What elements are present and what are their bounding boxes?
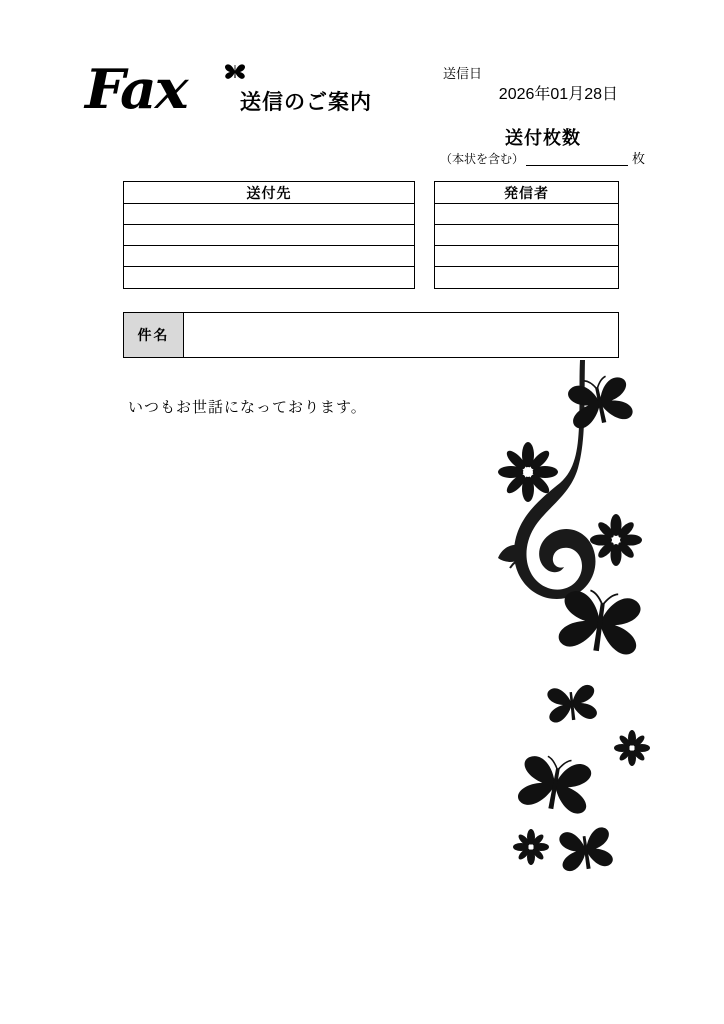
sender-table-header: 発信者: [435, 182, 618, 204]
pages-count-row: [440, 148, 645, 167]
pages-count-unit: 枚: [631, 151, 645, 166]
send-date-label: 送信日: [443, 66, 483, 81]
subject-label: 件名: [124, 313, 184, 357]
butterfly-icon: [224, 62, 246, 82]
sender-row-4[interactable]: [435, 267, 618, 288]
recipient-table: [123, 181, 415, 289]
recipient-row-3[interactable]: [124, 246, 414, 267]
fax-logo: [85, 57, 395, 122]
pages-count-title: 送付枚数: [505, 128, 581, 148]
sender-row-1[interactable]: [435, 204, 618, 225]
recipient-row-2[interactable]: [124, 225, 414, 246]
greeting-text: いつもお世話になっております。: [128, 399, 367, 416]
sender-row-2[interactable]: [435, 225, 618, 246]
send-date-value: 2026年01月28日: [498, 86, 618, 103]
subject-input[interactable]: [184, 313, 618, 357]
fax-logo-script: Fax: [85, 57, 187, 121]
fax-logo-subtitle: 送信のご案内: [240, 91, 372, 114]
pages-count-input[interactable]: [526, 151, 628, 166]
recipient-row-4[interactable]: [124, 267, 414, 288]
sender-row-3[interactable]: [435, 246, 618, 267]
sender-table: [434, 181, 619, 289]
pages-count-note: （本状を含む）: [440, 152, 525, 166]
recipient-row-1[interactable]: [124, 204, 414, 225]
recipient-table-header: 送付先: [124, 182, 414, 204]
subject-row: [123, 312, 619, 358]
butterflies-and-flowers-ornament: [490, 350, 670, 880]
